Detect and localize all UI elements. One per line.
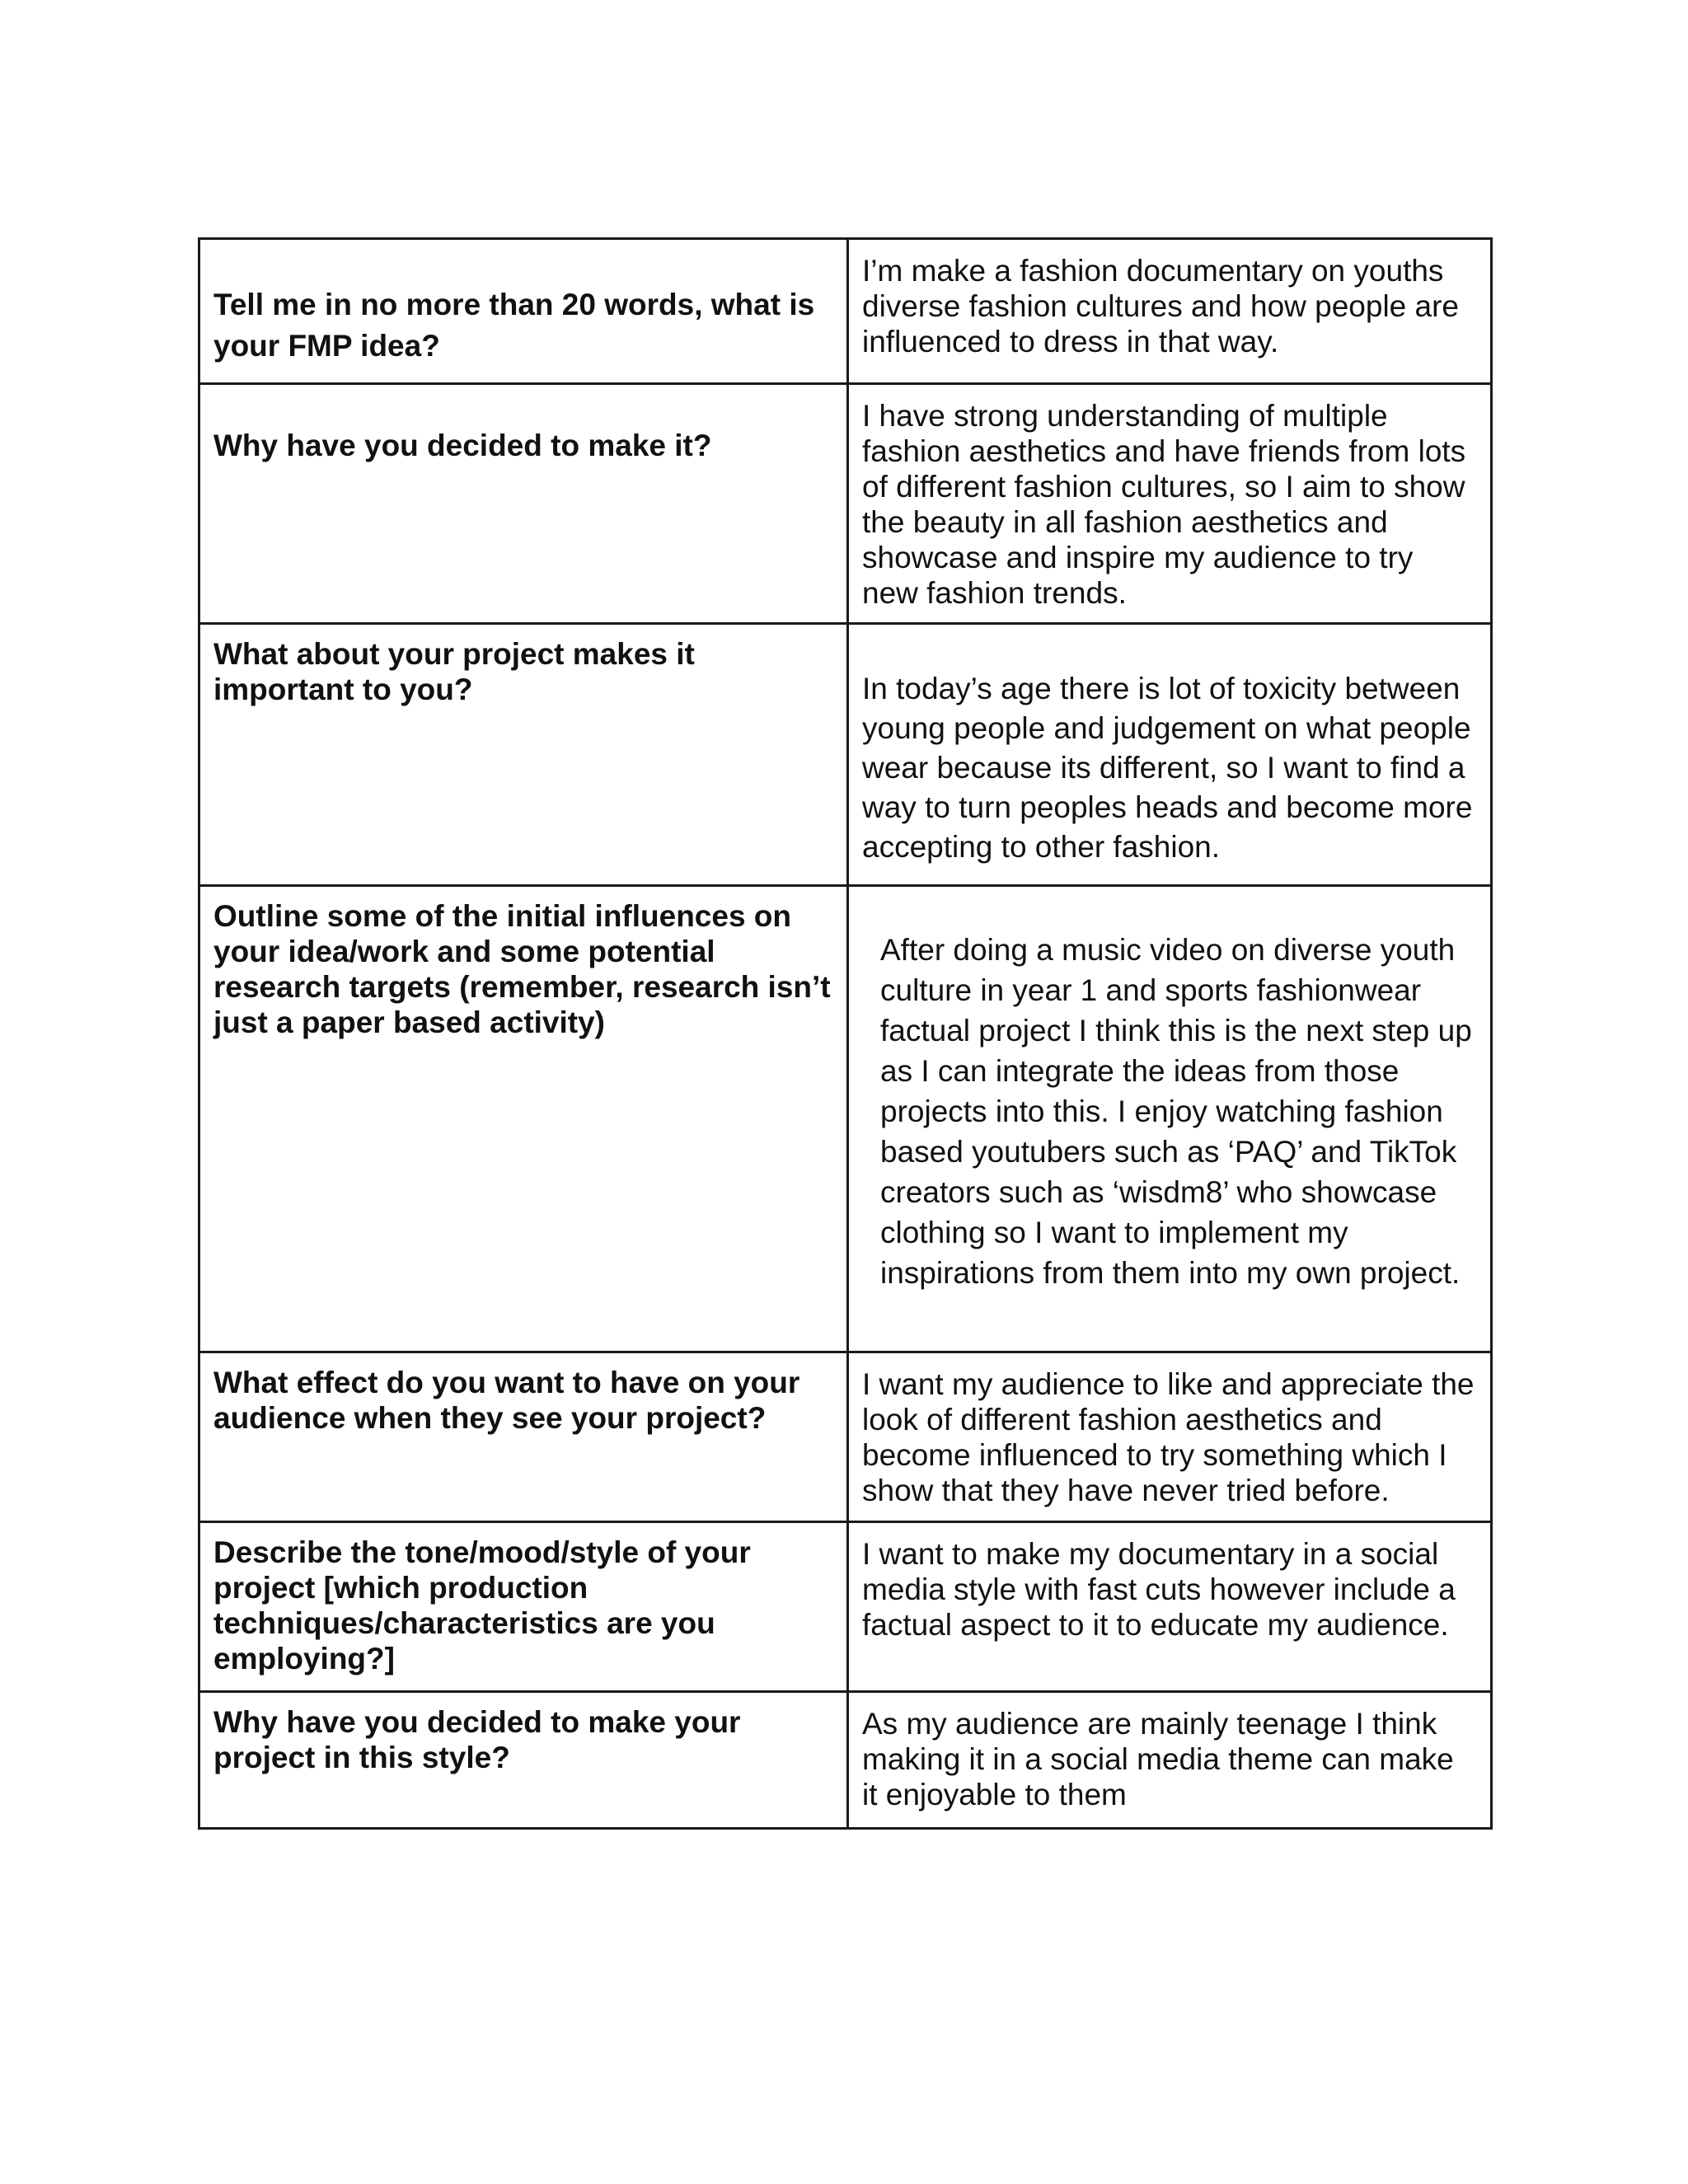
question-cell: Describe the tone/mood/style of your project [which production techniques/characteristics are you employing?] (199, 1522, 848, 1692)
answer-cell: I want to make my documentary in a social media style with fast cuts however include a factual aspect to it to educate my audience. (848, 1522, 1492, 1692)
table-row (199, 624, 1492, 886)
answer-cell: After doing a music video on diverse youth culture in year 1 and sports fashionwear factual project I think this is the next step up as I can integrate the ideas from those projects into this. I enjoy watching fashion based youtubers such as ‘PAQ’ and TikTok creators such as ‘wisdm8’ who showcase clothing so I want to implement my inspirations from them into my own project. (848, 886, 1492, 1352)
question-cell: Tell me in no more than 20 words, what is your FMP idea? (199, 239, 848, 384)
table-row (199, 384, 1492, 624)
proposal-table (198, 237, 1493, 1830)
answer-cell: As my audience are mainly teenage I think making it in a social media theme can make it enjoyable to them (848, 1692, 1492, 1829)
question-cell: Outline some of the initial influences on your idea/work and some potential research targets (remember, research isn’t just a paper based activity) (199, 886, 848, 1352)
table-row (199, 1352, 1492, 1522)
table-row (199, 1522, 1492, 1692)
answer-cell: I’m make a fashion documentary on youths diverse fashion cultures and how people are influenced to dress in that way. (848, 239, 1492, 384)
question-cell: What about your project makes it important to you? (199, 624, 848, 886)
question-cell: What effect do you want to have on your audience when they see your project? (199, 1352, 848, 1522)
table-row (199, 1692, 1492, 1829)
answer-cell: I want my audience to like and appreciate the look of different fashion aesthetics and become influenced to try something which I show that they have never tried before. (848, 1352, 1492, 1522)
question-cell: Why have you decided to make it? (199, 384, 848, 624)
question-cell: Why have you decided to make your project in this style? (199, 1692, 848, 1829)
table-row (199, 239, 1492, 384)
answer-cell: I have strong understanding of multiple fashion aesthetics and have friends from lots of different fashion cultures, so I aim to show the beauty in all fashion aesthetics and showcase and inspire my audience to try new fashion trends. (848, 384, 1492, 624)
answer-cell: In today’s age there is lot of toxicity between young people and judgement on what people wear because its different, so I want to find a way to turn peoples heads and become more accepting to other fashion. (848, 624, 1492, 886)
table-row (199, 886, 1492, 1352)
